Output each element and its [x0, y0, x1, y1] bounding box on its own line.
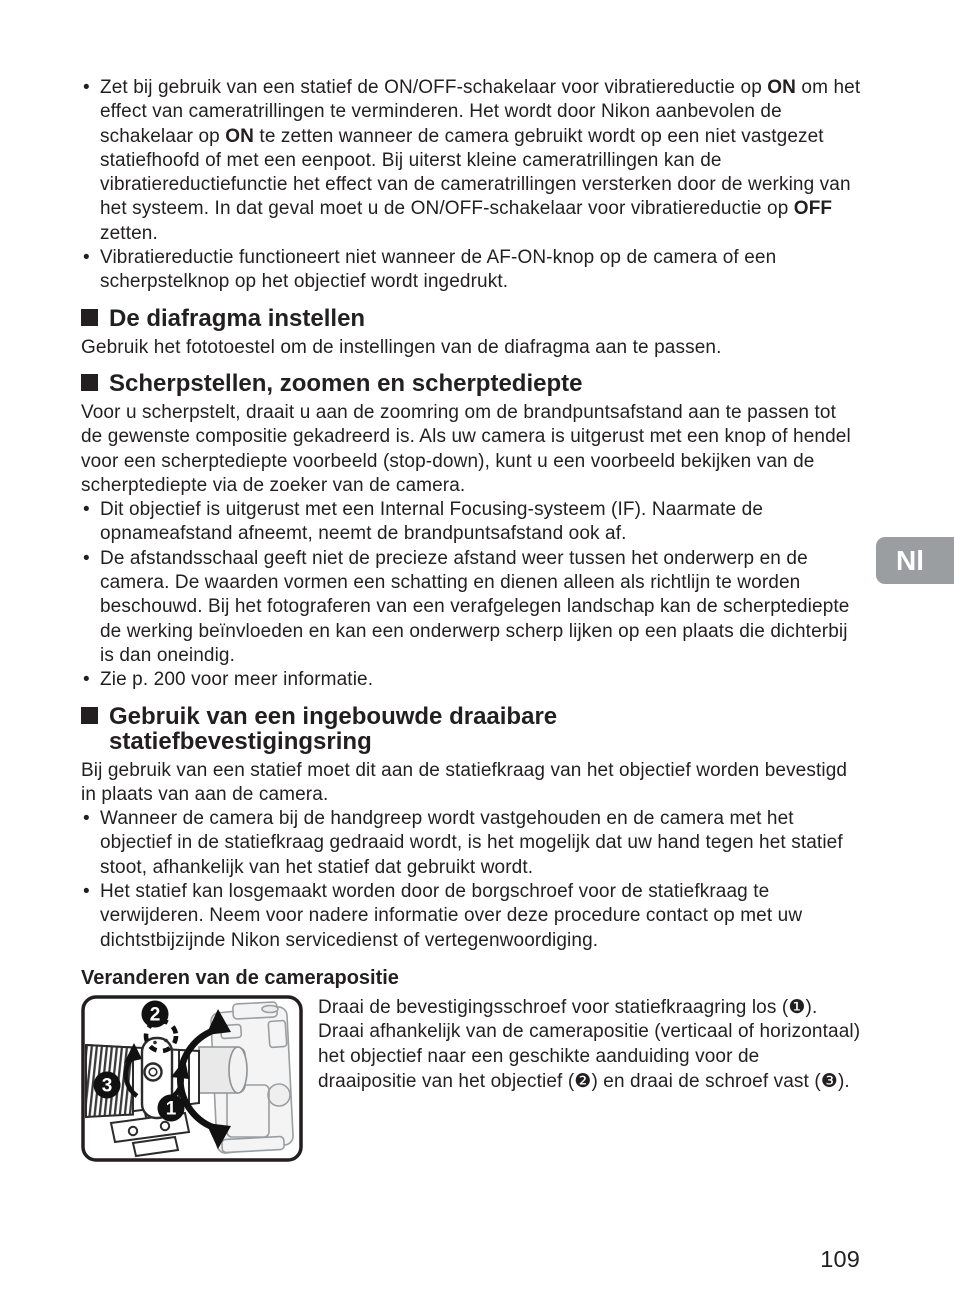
vr-note-text: zetten.: [100, 222, 158, 244]
svg-text:2: 2: [149, 1004, 161, 1026]
list-item: • Vibratiereductie functioneert niet wanneer de AF-ON-knop op de camera of een scherpstelknop op het objectief wordt ingedrukt.: [81, 246, 861, 295]
off-label: OFF: [793, 198, 833, 220]
marker-3: [94, 1071, 121, 1098]
reposition-text: ).: [837, 1070, 850, 1092]
language-tab: [876, 537, 954, 584]
reposition-row: [81, 995, 861, 1167]
marker-1: [158, 1094, 185, 1121]
focus-body: Voor u scherpstelt, draait u aan de zoomring om de brandpuntsafstand aan te passen tot de gewenste compositie gekadreerd is. Als uw camera is uitgerust met een knop of hendel voor een scherptediepte voorbeeld (stop-down), kunt u een voorbeeld bekijken van de scherptediepte via de zoeker van de camera.: [81, 401, 851, 496]
svg-text:3: 3: [101, 1075, 113, 1097]
section-heading-text: De diafragma instellen: [109, 304, 366, 332]
circled-3-icon: ❸: [820, 1069, 838, 1092]
section-square-icon: [81, 374, 98, 391]
reposition-text: Draai de bevestigingsschroef voor statiefkraagring los (: [318, 996, 789, 1018]
section-heading-text: Gebruik van een ingebouwde draaibare statiefbevestigingsring: [109, 702, 558, 755]
reposition-body: [318, 995, 861, 1094]
aperture-body: Gebruik het fototoestel om de instellingen van de diafragma aan te passen.: [81, 336, 722, 358]
vr-note-text: te zetten wanneer de camera gebruikt wordt op een niet vastgezet statiefhoofd of met een eenpoot. Bij uiterst kleine cameratrillingen kan de vibratiereductiefunctie het effect van de cameratrillingen versterken door de werking van het systeem. In dat geval moet u de ON/OFF-schakelaar voor vibratiereductie op: [100, 125, 851, 220]
circled-1-icon: ❶: [788, 995, 806, 1018]
section-heading-aperture: [81, 306, 861, 331]
list-item: [81, 76, 861, 246]
section-heading-tripod: [81, 704, 861, 754]
subsection-heading-reposition: Veranderen van de camerapositie: [81, 966, 399, 989]
focus-notes-list: [81, 498, 861, 692]
camera-position-figure: [81, 995, 303, 1167]
list-item: • De afstandsschaal geeft niet de precieze afstand weer tussen het onderwerp en de camera. De waarden vormen een schatting en dienen alleen als richtlijn te worden beschouwd. Bij het fotograferen van een verafgelegen landschap kan de scherptediepte de werking beïnvloeden en kan een onderwerp scherp lijken op een plaats die dichterbij is dan oneindig.: [81, 547, 861, 668]
list-item: • Wanneer de camera bij de handgreep wordt vastgehouden en de camera met het objectief in de statiefkraag gedraaid wordt, is het mogelijk dat uw hand tegen het statief stoot, afhankelijk van het statief dat gebruikt wordt.: [81, 807, 861, 880]
on-label: ON: [225, 125, 255, 147]
vr-notes-list: [81, 76, 861, 295]
camera-lens-illustration: [81, 995, 303, 1162]
section-heading-focus: [81, 371, 861, 396]
svg-text:1: 1: [165, 1098, 177, 1120]
list-item: • Dit objectief is uitgerust met een Internal Focusing-systeem (IF). Naarmate de opnameafstand afneemt, neemt de brandpuntsafstand ook af.: [81, 498, 861, 547]
marker-2: [142, 1000, 169, 1027]
language-tab-label: Nl: [896, 544, 924, 576]
tripod-notes-list: [81, 807, 861, 953]
collar-screw: [145, 1063, 162, 1080]
lens-mount: [199, 1047, 247, 1093]
page-number: 109: [820, 1246, 860, 1272]
list-item: • Zie p. 200 voor meer informatie.: [81, 668, 861, 692]
vr-note-text: Zet bij gebruik van een statief de ON/OFF-schakelaar voor vibratiereductie op: [100, 77, 768, 98]
reposition-text: ). Draai afhankelijk van de camerapositie (verticaal of horizontaal) het objectief naar een geschikte aanduiding voor de draaipositie van het objectief (: [318, 996, 861, 1092]
page-content: [81, 76, 861, 1167]
circled-2-icon: ❷: [574, 1069, 592, 1092]
on-label: ON: [767, 77, 797, 98]
list-item: • Het statief kan losgemaakt worden door de borgschroef voor de statiefkraag te verwijderen. Neem voor nadere informatie over deze procedure contact op met uw dichtstbijzijnde Nikon servicedienst of vertegenwoordiging.: [81, 880, 861, 953]
reposition-text: ) en draai de schroef vast (: [591, 1070, 821, 1092]
section-square-icon: [81, 707, 98, 724]
section-heading-text: Scherpstellen, zoomen en scherptediepte: [109, 369, 583, 397]
section-square-icon: [81, 309, 98, 326]
tripod-body: Bij gebruik van een statief moet dit aan de statiefkraag van het objectief worden bevestigd in plaats van aan de camera.: [81, 759, 848, 805]
vr-note-text: om het effect van cameratrillingen te verminderen. Het wordt door Nikon aanbevolen de schakelaar op: [100, 77, 861, 147]
